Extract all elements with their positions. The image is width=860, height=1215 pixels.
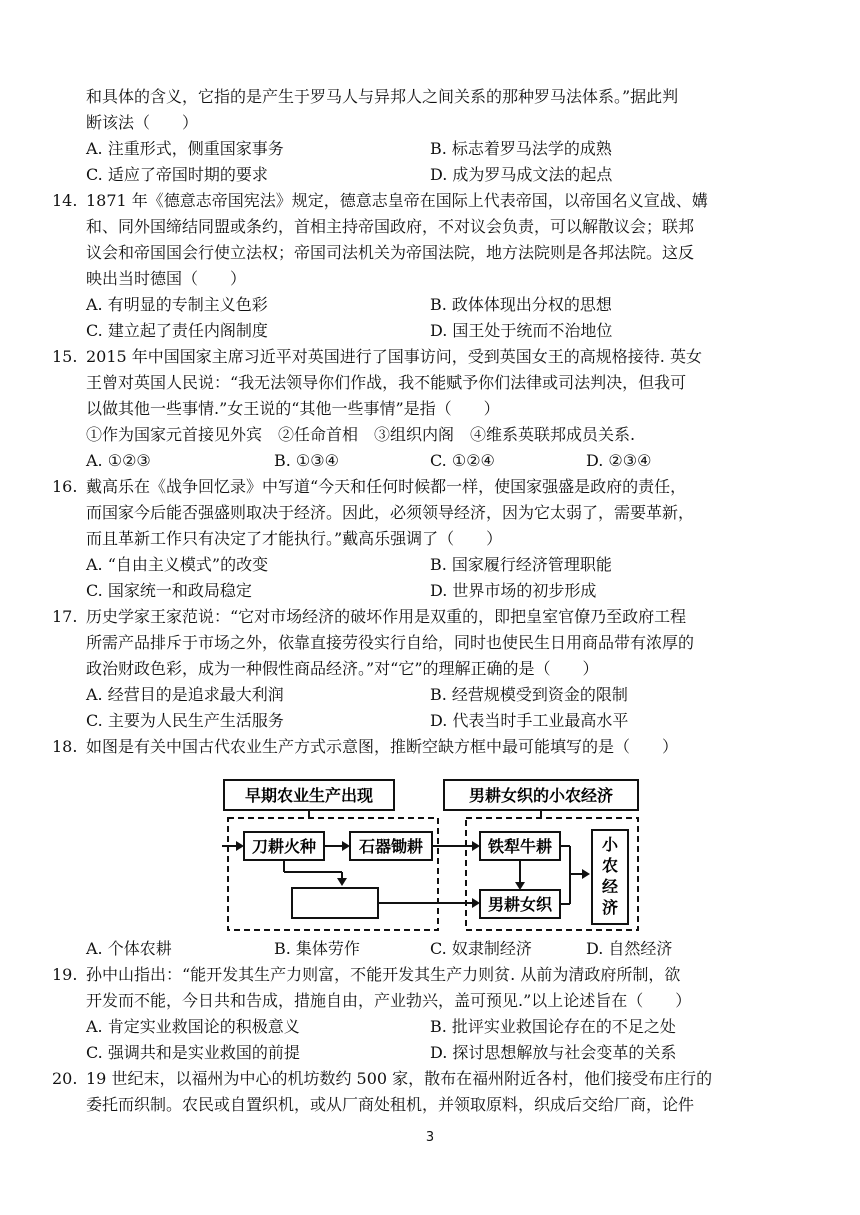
side-char-1: 小 xyxy=(601,835,619,854)
q14-option-c[interactable]: C. 建立起了责任内阁制度 xyxy=(86,321,268,340)
q15-option-d[interactable]: D. ②③④ xyxy=(586,451,652,470)
q16-option-c[interactable]: C. 国家统一和政局稳定 xyxy=(86,581,252,600)
q17-text-line-2: 所需产品排斥于市场之外，依靠直接劳役实行自给，同时也使民生日用商品带有浓厚的 xyxy=(86,633,695,652)
q16-number: 16. xyxy=(52,477,78,496)
q15-number: 15. xyxy=(52,347,78,366)
q15-text-line-4: ①作为国家元首接见外宾 ②任命首相 ③组织内阁 ④维系英联邦成员关系. xyxy=(86,425,636,444)
q13-text-line-1: 和具体的含义，它指的是产生于罗马人与异邦人之间关系的那种罗马法体系。”据此判 xyxy=(86,87,679,106)
q19-option-d[interactable]: D. 探讨思想解放与社会变革的关系 xyxy=(430,1043,677,1062)
q14-option-a[interactable]: A. 有明显的专制主义色彩 xyxy=(86,295,268,314)
q15-option-a[interactable]: A. ①②③ xyxy=(86,451,151,470)
q13-text-line-2: 断该法（ ） xyxy=(86,113,199,132)
q20-text-line-2: 委托而织制。农民或自置织机，或从厂商处租机，并领取原料，织成后交给厂商，论件 xyxy=(86,1095,695,1114)
arrowhead-3-4 xyxy=(515,882,525,890)
q14-text-line-3: 议会和帝国国会行使立法权；帝国司法机关为帝国法院，地方法院则是各邦法院。这反 xyxy=(86,243,695,262)
arrowhead-to-blank xyxy=(337,878,347,886)
q13-option-d[interactable]: D. 成为罗马成文法的起点 xyxy=(430,165,613,184)
arrowhead-blank-4 xyxy=(472,898,480,908)
q17-text-line-3: 政治财政色彩，成为一种假性商品经济。”对“它”的理解正确的是（ ） xyxy=(86,659,599,678)
q16-option-d[interactable]: D. 世界市场的初步形成 xyxy=(430,581,597,600)
q14-option-d[interactable]: D. 国王处于统而不治地位 xyxy=(430,321,613,340)
q15-text-line-3: 以做其他一些事情.”女王说的“其他一些事情”是指（ ） xyxy=(86,399,500,418)
q16-option-a[interactable]: A. “自由主义模式”的改变 xyxy=(86,555,269,574)
q18-option-c[interactable]: C. 奴隶制经济 xyxy=(430,939,532,958)
q18-number: 18. xyxy=(52,737,78,756)
q17-option-a[interactable]: A. 经营目的是追求最大利润 xyxy=(86,685,284,704)
q18-option-a[interactable]: A. 个体农耕 xyxy=(86,939,172,958)
q14-text-line-4: 映出当时德国（ ） xyxy=(86,269,247,288)
agriculture-diagram-svg xyxy=(222,774,642,934)
q16-option-b[interactable]: B. 国家履行经济管理职能 xyxy=(430,555,612,574)
q20-text-line-1: 19 世纪末，以福州为中心的机坊数约 500 家，散布在福州附近各村，他们接受布庄行的 xyxy=(86,1069,713,1088)
agriculture-diagram xyxy=(222,774,642,934)
q17-number: 17. xyxy=(52,607,78,626)
q19-number: 19. xyxy=(52,965,78,984)
q17-option-d[interactable]: D. 代表当时手工业最高水平 xyxy=(430,711,629,730)
q15-option-b[interactable]: B. ①③④ xyxy=(274,451,339,470)
side-char-3: 经 xyxy=(601,877,619,896)
arrowhead-1-2 xyxy=(342,841,350,851)
q14-option-b[interactable]: B. 政体体现出分权的思想 xyxy=(430,295,612,314)
header-left-text: 早期农业生产出现 xyxy=(244,786,374,805)
q19-option-c[interactable]: C. 强调共和是实业救国的前提 xyxy=(86,1043,300,1062)
q17-option-c[interactable]: C. 主要为人民生产生活服务 xyxy=(86,711,284,730)
q20-number: 20. xyxy=(52,1069,78,1088)
box-men-farm-women-weave-text: 男耕女织 xyxy=(487,895,553,914)
arrowhead-2-3 xyxy=(472,841,480,851)
q16-text-line-3: 而且革新工作只有决定了才能执行。”戴高乐强调了（ ） xyxy=(86,529,503,548)
q19-option-a[interactable]: A. 肯定实业救国论的积极意义 xyxy=(86,1017,300,1036)
box-stone-hoe-text: 石器锄耕 xyxy=(358,837,424,856)
side-char-2: 农 xyxy=(601,856,619,875)
q14-text-line-1: 1871 年《德意志帝国宪法》规定，德意志皇帝在国际上代表帝国，以帝国名义宣战、媾 xyxy=(86,191,708,210)
box-slash-and-burn-text: 刀耕火种 xyxy=(251,837,317,856)
q15-text-line-1: 2015 年中国国家主席习近平对英国进行了国事访问，受到英国女王的高规格接待. 英女 xyxy=(86,347,702,366)
q13-option-c[interactable]: C. 适应了帝国时期的要求 xyxy=(86,165,268,184)
q18-option-d[interactable]: D. 自然经济 xyxy=(586,939,673,958)
incoming-arrowhead xyxy=(236,841,244,851)
side-char-4: 济 xyxy=(601,898,619,917)
blank-answer-box[interactable] xyxy=(292,888,378,918)
q15-text-line-2: 王曾对英国人民说：“我无法领导你们作战，我不能赋予你们法律或司法判决，但我可 xyxy=(86,373,687,392)
q13-option-b[interactable]: B. 标志着罗马法学的成熟 xyxy=(430,139,612,158)
q14-number: 14. xyxy=(52,191,78,210)
q18-option-b[interactable]: B. 集体劳作 xyxy=(274,939,360,958)
q14-text-line-2: 和、同外国缔结同盟或条约，首相主持帝国政府，不对议会负责，可以解散议会；联邦 xyxy=(86,217,695,236)
q17-text-line-1: 历史学家王家范说：“它对市场经济的破坏作用是双重的，即把皇室官僚乃至政府工程 xyxy=(86,607,687,626)
header-right-text: 男耕女织的小农经济 xyxy=(468,786,614,805)
arrowhead-to-side xyxy=(582,869,590,879)
q19-text-line-1: 孙中山指出：“能开发其生产力则富，不能开发其生产力则贫. 从前为清政府所制，欲 xyxy=(86,965,681,984)
q18-text-line-1: 如图是有关中国古代农业生产方式示意图，推断空缺方框中最可能填写的是（ ） xyxy=(86,737,679,756)
q13-option-a[interactable]: A. 注重形式，侧重国家事务 xyxy=(86,139,284,158)
page-number: 3 xyxy=(425,1130,435,1145)
q19-text-line-2: 开发而不能，今日共和告成，措施自由，产业勃兴，盖可预见.”以上论述旨在（ ） xyxy=(86,991,692,1010)
q16-text-line-1: 戴高乐在《战争回忆录》中写道“今天和任何时候都一样，使国家强盛是政府的责任， xyxy=(86,477,687,496)
q19-option-b[interactable]: B. 批评实业救国论存在的不足之处 xyxy=(430,1017,676,1036)
box-iron-plough-text: 铁犁牛耕 xyxy=(487,837,553,856)
q17-option-b[interactable]: B. 经营规模受到资金的限制 xyxy=(430,685,628,704)
q16-text-line-2: 而国家今后能否强盛则取决于经济。因此，必须领导经济，因为它太弱了，需要革新， xyxy=(86,503,695,522)
q15-option-c[interactable]: C. ①②④ xyxy=(430,451,495,470)
